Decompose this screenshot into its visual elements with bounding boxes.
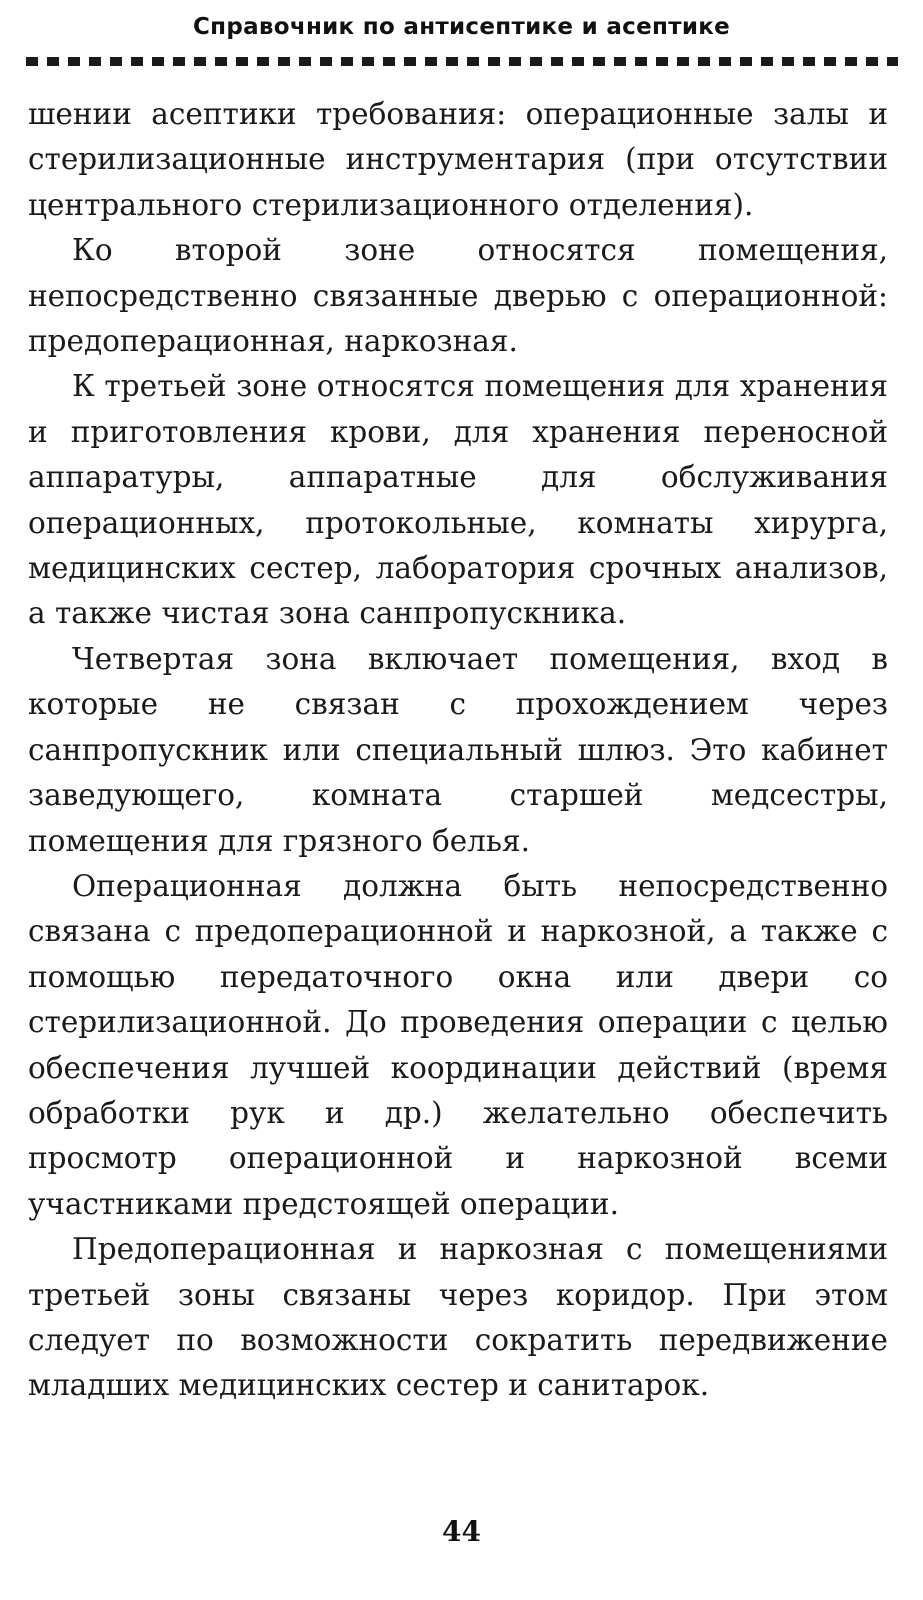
header-dashed-rule	[26, 57, 898, 66]
page-number: 44	[442, 1515, 481, 1548]
paragraph: Предоперационная и наркозная с помещениями третьей зоны связаны через коридор. При этом следует по возможности сократить передвижение младших медицинских сестер и санитарок.	[28, 1232, 888, 1403]
body-text	[28, 92, 888, 1409]
paragraph: шении асептики требования: операционные залы и стерилизационные инструментария (при отсутствии центрального стерилизационного отделения).	[28, 97, 888, 222]
paragraph: Операционная должна быть непосредственно связана с предоперационной и наркозной, а также с помощью передаточного окна или двери со стерилизационной. До проведения операции с целью обеспечения лучшей координации действий (время обработки рук и др.) желательно обеспечить просмотр операционной и наркозной всеми участниками предстоящей операции.	[28, 868, 888, 1221]
paragraph: Четвертая зона включает помещения, вход в которые не связан с прохождением через санпропускник или специальный шлюз. Это кабинет заведующего, комната старшей медсестры, помещения для грязного белья.	[28, 641, 888, 858]
paragraph: К третьей зоне относятся помещения для хранения и приготовления крови, для хранения переносной аппаратуры, аппаратные для обслуживания операционных, протокольные, комнаты хирурга, медицинских сестер, лаборатория срочных анализов, а также чистая зона санпропускника.	[28, 369, 888, 631]
running-header-title: Справочник по антисептике и асептике	[192, 14, 731, 40]
paragraph: Ко второй зоне относятся помещения, непосредственно связанные дверью с операционной: предоперационная, наркозная.	[28, 233, 888, 359]
